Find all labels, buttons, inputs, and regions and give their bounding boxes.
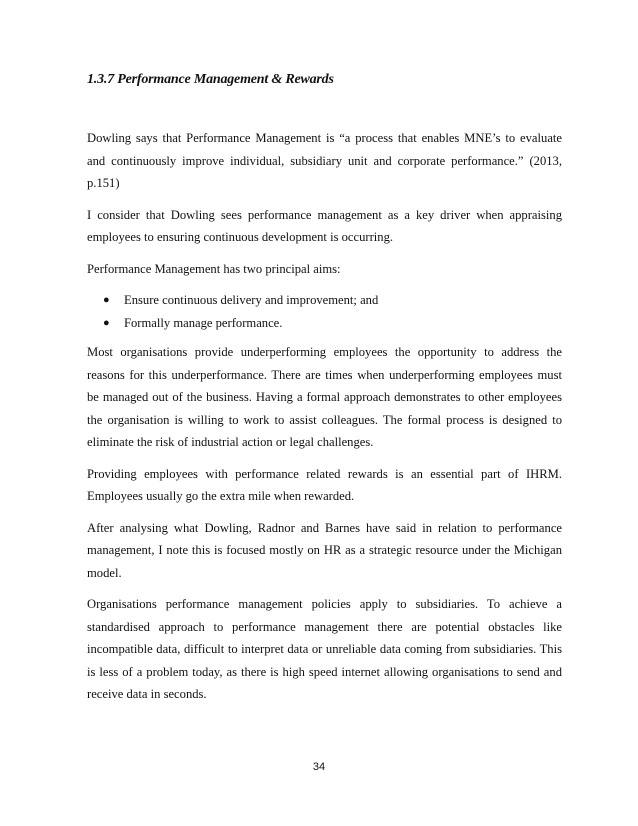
paragraph-rewards: Providing employees with performance related rewards is an essential part of IHRM. Employees usually go the extra mile when rewarded. xyxy=(87,466,562,503)
bullet-icon: ● xyxy=(103,294,110,306)
bullet-text: Formally manage performance. xyxy=(124,315,283,330)
paragraph-subsidiaries: Organisations performance management policies apply to subsidiaries. To achieve a standardised approach to performance management there are potential obstacles like incompatible data, difficult to interpret data or unreliable data coming from subsidiaries. This is less of a problem today, as there is high speed internet allowing organisations to send and receive data in seconds. xyxy=(87,597,562,701)
bullet-item xyxy=(87,289,562,312)
paragraph-key-driver: I consider that Dowling sees performance management as a key driver when appraising employees to ensuring continuous development is occurring. xyxy=(87,207,562,244)
section-heading: 1.3.7 Performance Management & Rewards xyxy=(87,72,334,87)
paragraph-underperforming: Most organisations provide underperforming employees the opportunity to address the reasons for this underperformance. There are times when underperforming employees must be managed out of the business. Having a formal approach demonstrates to other employees the organisation is willing to work to assist colleagues. The formal process is designed to eliminate the risk of industrial action or legal challenges. xyxy=(87,345,562,449)
paragraph-principal-aims: Performance Management has two principal aims: xyxy=(87,261,341,276)
paragraph-michigan-model: After analysing what Dowling, Radnor and Barnes have said in relation to performance management, I note this is focused mostly on HR as a strategic resource under the Michigan model. xyxy=(87,520,562,580)
bullet-item xyxy=(87,312,562,335)
aims-bullet-list xyxy=(87,289,562,334)
paragraph-dowling-definition: Dowling says that Performance Management is “a process that enables MNE’s to evaluate and continuously improve individual, subsidiary unit and corporate performance.” (2013, p.151) xyxy=(87,131,562,190)
body-text xyxy=(87,127,562,715)
bullet-icon: ● xyxy=(103,316,110,329)
page-number: 34 xyxy=(312,761,326,773)
bullet-text: Ensure continuous delivery and improvement; and xyxy=(124,293,379,307)
